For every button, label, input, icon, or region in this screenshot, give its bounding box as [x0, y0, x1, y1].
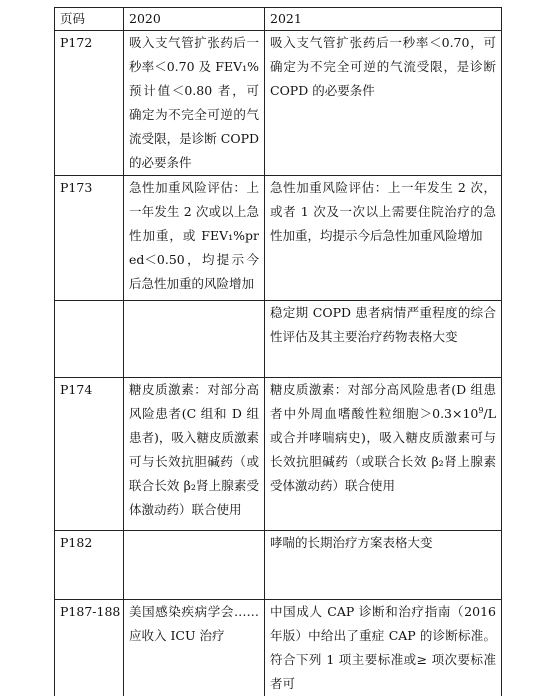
cell-2021	[265, 378, 502, 531]
cell-2020: 美国感染疾病学会……应收入 ICU 治疗	[124, 600, 265, 696]
cell-2021-text-start: 糖皮质激素：对部分高风险患者(D 组患者中外周血嗜酸性粒细胞＞0.3×10	[270, 382, 496, 421]
header-page: 页码	[55, 8, 124, 31]
table-row	[55, 176, 502, 301]
page-cell	[55, 301, 124, 378]
comparison-table	[54, 7, 502, 696]
cell-2020: 糖皮质激素：对部分高风险患者(C 组和 D 组患者)，吸入糖皮质激素可与长效抗胆碱药（或联合长效 β₂肾上腺素受体激动药）联合使用	[124, 378, 265, 531]
cell-2021-text-end: /L 或合并哮喘病史)，吸入糖皮质激素可与长效抗胆碱药（或联合长效 β₂肾上腺素受体激动药）联合使用	[270, 406, 496, 493]
cell-2021: 稳定期 COPD 患者病情严重程度的综合性评估及其主要治疗药物表格大变	[265, 301, 502, 378]
cell-2020	[124, 301, 265, 378]
cell-2020: 急性加重风险评估：上一年发生 2 次或以上急性加重，或 FEV₁%pred＜0.50，均提示今后急性加重的风险增加	[124, 176, 265, 301]
header-2021: 2021	[265, 8, 502, 31]
page-cell: P182	[55, 531, 124, 600]
table-row	[55, 378, 502, 531]
cell-2020	[124, 531, 265, 600]
cell-2020: 吸入支气管扩张药后一秒率＜0.70 及 FEV₁%预计值＜0.80 者，可确定为不完全可逆的气流受限，是诊断 COPD 的必要条件	[124, 31, 265, 176]
page-cell: P173	[55, 176, 124, 301]
cell-2021: 吸入支气管扩张药后一秒率＜0.70，可确定为不完全可逆的气流受限，是诊断 COPD 的必要条件	[265, 31, 502, 176]
page-cell: P174	[55, 378, 124, 531]
table-row	[55, 31, 502, 176]
header-2020: 2020	[124, 8, 265, 31]
page-cell: P187-188	[55, 600, 124, 696]
cell-2021: 哮喘的长期治疗方案表格大变	[265, 531, 502, 600]
exponent: 9	[478, 405, 484, 415]
table-row	[55, 531, 502, 600]
table-header-row	[55, 8, 502, 31]
table-row	[55, 301, 502, 378]
cell-2021: 中国成人 CAP 诊断和治疗指南（2016 年版）中给出了重症 CAP 的诊断标准。符合下列 1 项主要标准或≥ 项次要标准者可	[265, 600, 502, 696]
cell-2021: 急性加重风险评估：上一年发生 2 次，或者 1 次及一次以上需要住院治疗的急性加重，均提示今后急性加重风险增加	[265, 176, 502, 301]
table-row	[55, 600, 502, 696]
page-cell: P172	[55, 31, 124, 176]
